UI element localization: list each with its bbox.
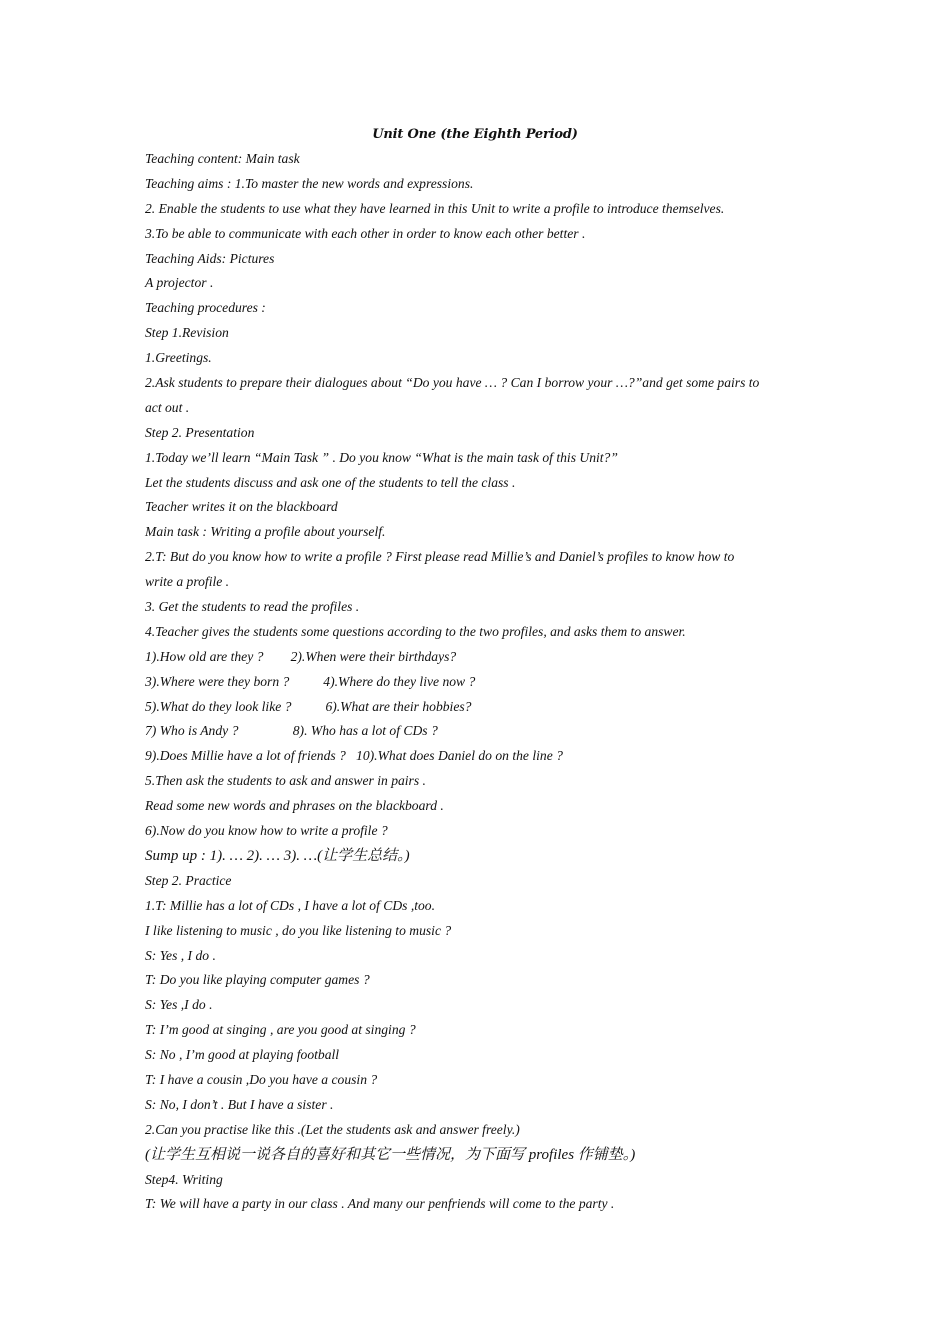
text-line: Step4. Writing: [145, 1171, 223, 1187]
document-body: [145, 147, 815, 1217]
text-line: S: Yes ,I do .: [145, 997, 213, 1013]
text-line: 1.T: Millie has a lot of CDs , I have a lot of CDs ,too.: [145, 897, 436, 913]
text-line: Main task : Writing a profile about yourself.: [145, 524, 386, 540]
text-line: Sump up : 1). … 2). … 3). …(让学生总结。): [145, 847, 410, 864]
text-line: 6).Now do you know how to write a profile ?: [145, 823, 388, 839]
text-line: Teaching procedures :: [145, 300, 266, 316]
text-line: Teaching Aids: Pictures: [145, 250, 275, 266]
text-line: S: No, I don’t . But I have a sister .: [145, 1096, 334, 1112]
text-line: T: I’m good at singing , are you good at singing ?: [145, 1022, 416, 1038]
text-line: Teacher writes it on the blackboard: [145, 499, 338, 515]
text-line: Teaching aims : 1.To master the new words and expressions.: [145, 175, 474, 191]
text-line: Read some new words and phrases on the blackboard .: [145, 798, 444, 814]
text-line: I like listening to music , do you like listening to music ?: [145, 922, 452, 938]
text-line: 1.Today we’ll learn “Main Task ” . Do you know “What is the main task of this Unit?”: [145, 449, 618, 465]
text-line: Let the students discuss and ask one of the students to tell the class .: [145, 474, 516, 490]
text-line: 3. Get the students to read the profiles .: [145, 599, 360, 615]
text-line: S: No , I’m good at playing football: [145, 1047, 340, 1063]
text-line: 3).Where were they born ? 4).Where do they live now ?: [145, 673, 476, 689]
text-line: 9).Does Millie have a lot of friends ? 10).What does Daniel do on the line ?: [145, 748, 563, 764]
text-line: write a profile .: [145, 574, 230, 590]
text-line: act out .: [145, 399, 190, 415]
text-line: 2. Enable the students to use what they have learned in this Unit to write a profile to introduce themselves.: [145, 200, 725, 216]
text-line: Step 2. Practice: [145, 872, 232, 888]
text-line: Step 1.Revision: [145, 325, 229, 341]
document-title: Unit One (the Eighth Period): [372, 127, 578, 142]
text-line: A projector .: [145, 275, 214, 291]
text-line: 3.To be able to communicate with each other in order to know each other better .: [145, 225, 586, 241]
text-line: 1).How old are they ? 2).When were their birthdays?: [145, 648, 457, 664]
text-line: Step 2. Presentation: [145, 424, 255, 440]
text-line: Teaching content: Main task: [145, 151, 300, 166]
text-line: S: Yes , I do .: [145, 947, 216, 963]
text-line: 2.Ask students to prepare their dialogues about “Do you have … ? Can I borrow your …?”and get some pairs to: [145, 375, 760, 391]
text-line: T: I have a cousin ,Do you have a cousin ?: [145, 1071, 378, 1087]
text-line: 5).What do they look like ? 6).What are their hobbies?: [145, 698, 472, 714]
text-line: 4.Teacher gives the students some questions according to the two profiles, and asks them to answer.: [145, 623, 686, 639]
text-line: 2.T: But do you know how to write a profile ? First please read Millie’s and Daniel’s profiles to know how to: [145, 549, 735, 565]
text-line: 2.Can you practise like this .(Let the students ask and answer freely.): [145, 1121, 520, 1137]
text-line: 1.Greetings.: [145, 350, 212, 366]
text-line: (让学生互相说一说各自的喜好和其它一些情况，为下面写 profiles 作铺垫。): [145, 1146, 636, 1163]
text-line: T: We will have a party in our class . And many our penfriends will come to the party .: [145, 1196, 615, 1212]
text-line: 5.Then ask the students to ask and answer in pairs .: [145, 773, 426, 789]
text-line: T: Do you like playing computer games ?: [145, 972, 370, 988]
text-line: 7) Who is Andy ? 8). Who has a lot of CDs ?: [145, 723, 438, 739]
